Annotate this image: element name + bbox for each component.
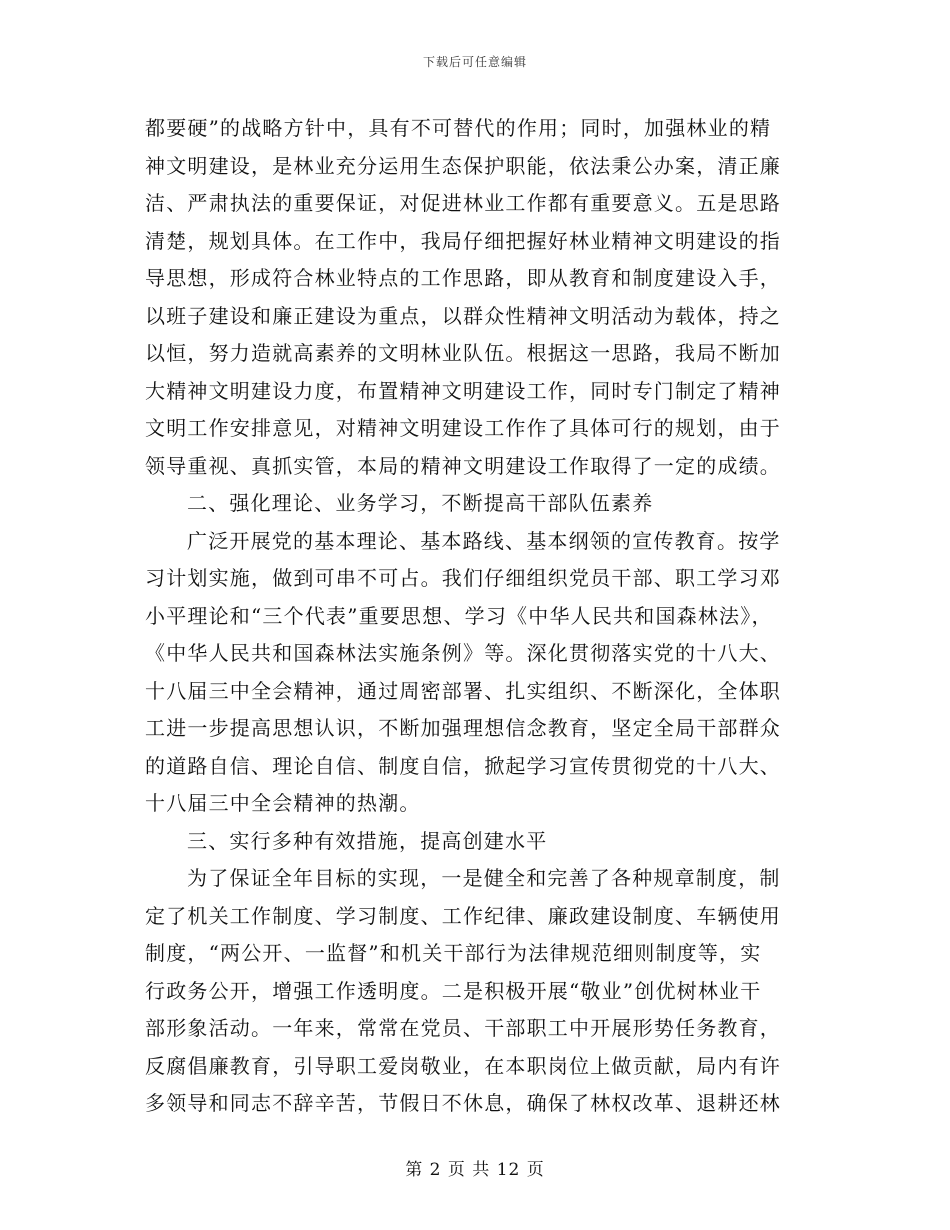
- paragraph: [145, 110, 805, 485]
- text-line: 广泛开展党的基本理论、基本路线、基本纲领的宣传教育。按学: [187, 528, 781, 553]
- text-line: 清楚，规划具体。在工作中，我局仔细把握好林业精神文明建设的指: [145, 228, 781, 253]
- text-line: 十八届三中全会精神的热潮。: [145, 791, 421, 815]
- text-line: 神文明建设，是林业充分运用生态保护职能，依法秉公办案，清正廉: [145, 153, 781, 178]
- text-line: 《中华人民共和国森林法实施条例》等。深化贯彻落实党的十八大、: [145, 641, 781, 665]
- section-heading: [145, 485, 805, 523]
- document-body: [145, 110, 805, 1123]
- text-line: 的道路自信、理论自信、制度自信，掀起学习宣传贯彻党的十八大、: [145, 753, 781, 778]
- text-line: 以恒，努力造就高素养的文明林业队伍。根据这一思路，我局不断加: [145, 341, 781, 365]
- text-line: 为了保证全年目标的实现，一是健全和完善了各种规章制度，制: [187, 866, 781, 890]
- text-line: 大精神文明建设力度，布置精神文明建设工作，同时专门制定了精神: [145, 378, 781, 403]
- text-line: 文明工作安排意见，对精神文明建设工作作了具体可行的规划，由于: [145, 416, 781, 440]
- text-line: 小平理论和“三个代表”重要思想、学习《中华人民共和国森林法》，: [145, 603, 773, 628]
- paragraph: [145, 523, 805, 823]
- text-line: 部形象活动。一年来，常常在党员、干部职工中开展形势任务教育，: [145, 1016, 781, 1040]
- section-heading: [145, 823, 805, 861]
- text-line: 以班子建设和廉正建设为重点，以群众性精神文明活动为载体，持之: [145, 303, 781, 328]
- page-header: 下载后可任意编辑: [422, 55, 527, 69]
- text-line: 领导重视、真抓实管，本局的精神文明建设工作取得了一定的成绩。: [145, 453, 781, 478]
- text-line: 都要硬”的战略方针中，具有不可替代的作用；同时，加强林业的精: [145, 116, 772, 140]
- paragraph: [145, 860, 805, 1123]
- text-line: 制度，“两公开、一监督”和机关干部行为法律规范细则制度等，实: [145, 941, 762, 965]
- section-heading-text: 二、强化理论、业务学习，不断提高干部队伍素养: [187, 491, 654, 515]
- text-line: 导思想，形成符合林业特点的工作思路，即从教育和制度建设入手，: [145, 266, 781, 290]
- text-line: 习计划实施，做到可串不可占。我们仔细组织党员干部、职工学习邓: [145, 566, 781, 590]
- text-line: 反腐倡廉教育，引导职工爱岗敬业，在本职岗位上做贡献，局内有许: [145, 1053, 781, 1078]
- text-line: 定了机关工作制度、学习制度、工作纪律、廉政建设制度、车辆使用: [145, 903, 781, 928]
- text-line: 洁、严肃执法的重要保证，对促进林业工作都有重要意义。五是思路: [145, 191, 781, 215]
- text-line: 多领导和同志不辞辛苦，节假日不休息，确保了林权改革、退耕还林: [145, 1091, 781, 1115]
- text-line: 工进一步提高思想认识，不断加强理想信念教育，坚定全局干部群众: [145, 716, 781, 740]
- page-number: 第 2 页 共 12 页: [405, 1160, 545, 1180]
- text-line: 行政务公开，增强工作透明度。二是积极开展“敬业”创优树林业干: [145, 978, 762, 1003]
- section-heading-text: 三、实行多种有效措施，提高创建水平: [187, 828, 548, 853]
- text-line: 十八届三中全会精神，通过周密部署、扎实组织、不断深化，全体职: [145, 678, 781, 703]
